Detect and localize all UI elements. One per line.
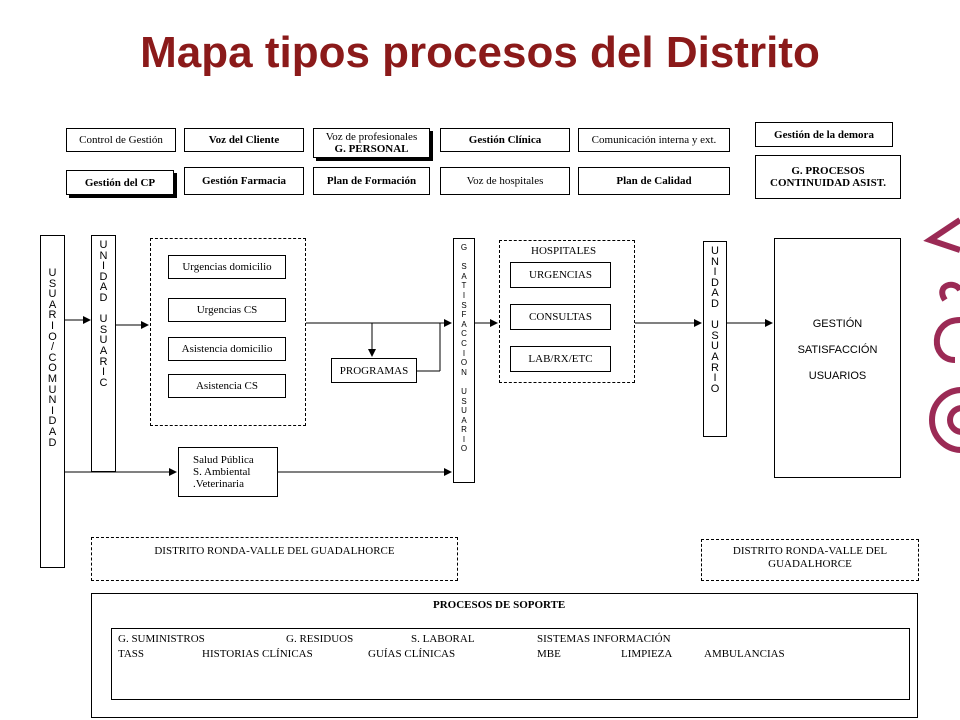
vertical-letter: I: [713, 372, 717, 385]
vertical-letter: O: [460, 444, 468, 454]
urgencias-label: URGENCIAS: [529, 269, 592, 281]
soporte-item: GUÍAS CLÍNICAS: [368, 648, 456, 660]
vertical-letter: O: [48, 362, 57, 375]
vertical-letter: N: [711, 255, 719, 268]
vertical-letter: S: [461, 396, 467, 406]
asistencia-cs-label: Asistencia CS: [195, 380, 259, 392]
soporte-item: MBE: [537, 648, 561, 660]
decorative-logo-icon: [930, 220, 960, 450]
vertical-letter: S: [711, 329, 719, 342]
vertical-letter: I: [50, 404, 55, 417]
soporte-item: G. SUMINISTROS: [118, 633, 205, 645]
satisfaccion-label: SATISFACCIÓN: [797, 344, 878, 356]
vertical-letter: S: [461, 262, 467, 272]
vertical-letter: O: [48, 330, 57, 343]
soporte-item: AMBULANCIAS: [704, 648, 785, 660]
continuidad-asist-label: CONTINUIDAD ASIST.: [770, 177, 886, 189]
soporte-item: TASS: [118, 648, 145, 660]
soporte-item: LIMPIEZA: [621, 648, 673, 660]
vertical-letter: A: [461, 271, 467, 281]
vertical-letter: A: [461, 415, 467, 425]
urgencias-cs-label: Urgencias CS: [196, 304, 258, 316]
vertical-letter: S: [461, 300, 467, 310]
hospitales-label: HOSPITALES: [531, 245, 597, 257]
vertical-letter: I: [50, 319, 55, 332]
distrito-right-label-1: DISTRITO RONDA-VALLE DEL: [732, 545, 888, 557]
vertical-letter: U: [48, 267, 57, 279]
vertical-letter: T: [461, 281, 467, 291]
vertical-letter: O: [460, 358, 468, 368]
distrito-right-label-2: GUADALHORCE: [768, 558, 852, 570]
g-procesos-label: G. PROCESOS: [791, 165, 865, 177]
vertical-letter: A: [711, 287, 719, 300]
urgencias-domicilio-label: Urgencias domicilio: [182, 261, 272, 273]
vertical-letter: C: [48, 351, 57, 364]
vertical-letter: D: [48, 415, 57, 428]
distrito-left-label: DISTRITO RONDA-VALLE DEL GUADALHORCE: [154, 545, 395, 557]
vertical-letter: U: [99, 334, 108, 347]
comunicacion-label: Comunicación interna y ext.: [591, 134, 717, 146]
soporte-title: PROCESOS DE SOPORTE: [433, 599, 566, 611]
plan-formacion-label: Plan de Formación: [326, 175, 417, 187]
voz-profesionales-label: Voz de profesionales: [325, 131, 418, 143]
vertical-letter: U: [99, 313, 108, 326]
vertical-letter: U: [99, 239, 108, 251]
vertical-letter: D: [711, 276, 719, 289]
vertical-letter: N: [99, 249, 108, 262]
vertical-letter: A: [48, 298, 57, 311]
lab-label: LAB/RX/ETC: [528, 353, 593, 365]
vertical-letter: I: [462, 348, 466, 358]
vertical-letter: D: [99, 270, 108, 283]
vertical-letter: U: [711, 319, 719, 332]
vertical-letter: R: [461, 425, 467, 435]
vertical-letter: I: [462, 290, 466, 300]
soporte-item: SISTEMAS INFORMACIÓN: [537, 633, 671, 645]
vertical-letter: /: [50, 341, 55, 354]
voz-cliente-label: Voz del Cliente: [208, 134, 280, 146]
gestion-farmacia-label: Gestión Farmacia: [201, 175, 286, 187]
gestion-cp-label: Gestión del CP: [84, 176, 156, 189]
gestion-label: GESTIÓN: [812, 318, 863, 330]
asistencia-domicilio-label: Asistencia domicilio: [181, 343, 273, 355]
vertical-letter: S: [48, 277, 57, 290]
consultas-label: CONSULTAS: [529, 311, 592, 323]
vertical-letter: S: [99, 323, 108, 336]
vertical-letter: I: [101, 260, 106, 273]
vertical-letter: A: [461, 319, 467, 329]
vertical-letter: A: [99, 344, 108, 357]
soporte-item: S. LABORAL: [411, 633, 475, 645]
vertical-letter: R: [99, 355, 108, 368]
vertical-letter: F: [461, 310, 467, 320]
g-personal-label: G. PERSONAL: [334, 143, 409, 155]
vertical-letter: I: [462, 434, 466, 444]
vertical-letter: U: [711, 245, 719, 257]
page-title: Mapa tipos procesos del Distrito: [140, 28, 820, 77]
vertical-letter: U: [461, 406, 467, 416]
salud-publica-label: Salud Pública: [193, 454, 254, 466]
vertical-letter: U: [48, 288, 57, 301]
vertical-letter: D: [711, 297, 719, 310]
voz-hospitales-label: Voz de hospitales: [466, 175, 544, 187]
vertical-letter: C: [461, 338, 467, 348]
vertical-letter: D: [48, 436, 57, 449]
vertical-letter: O: [710, 382, 720, 395]
control-gestion-label: Control de Gestión: [79, 134, 163, 146]
vertical-letter: I: [713, 266, 717, 279]
vertical-letter: U: [711, 340, 719, 353]
vertical-letter: C: [461, 329, 467, 339]
vertical-letter: A: [48, 425, 57, 438]
vertical-letter: R: [711, 361, 719, 374]
usuarios-label: USUARIOS: [808, 370, 867, 382]
gestion-demora-label: Gestión de la demora: [774, 128, 874, 141]
vertical-letter: U: [48, 383, 57, 396]
vertical-letter: G: [460, 243, 468, 252]
soporte-item: G. RESIDUOS: [286, 633, 354, 645]
vertical-letter: A: [711, 350, 719, 363]
plan-calidad-label: Plan de Calidad: [616, 175, 692, 187]
vertical-letter: R: [48, 309, 57, 322]
vertical-letter: D: [99, 291, 108, 304]
veterinaria-label: .Veterinaria: [193, 478, 244, 490]
vertical-letter: A: [99, 281, 108, 294]
vertical-letter: U: [461, 386, 467, 396]
vertical-letter: C: [99, 376, 108, 389]
gestion-clinica-label: Gestión Clínica: [468, 134, 542, 146]
soporte-item: HISTORIAS CLÍNICAS: [202, 648, 313, 660]
vertical-letter: M: [47, 372, 58, 385]
programas-label: PROGRAMAS: [339, 364, 409, 377]
vertical-letter: N: [48, 394, 57, 407]
ambiental-label: S. Ambiental: [193, 466, 251, 478]
vertical-letter: N: [461, 367, 467, 377]
vertical-letter: I: [101, 366, 106, 379]
